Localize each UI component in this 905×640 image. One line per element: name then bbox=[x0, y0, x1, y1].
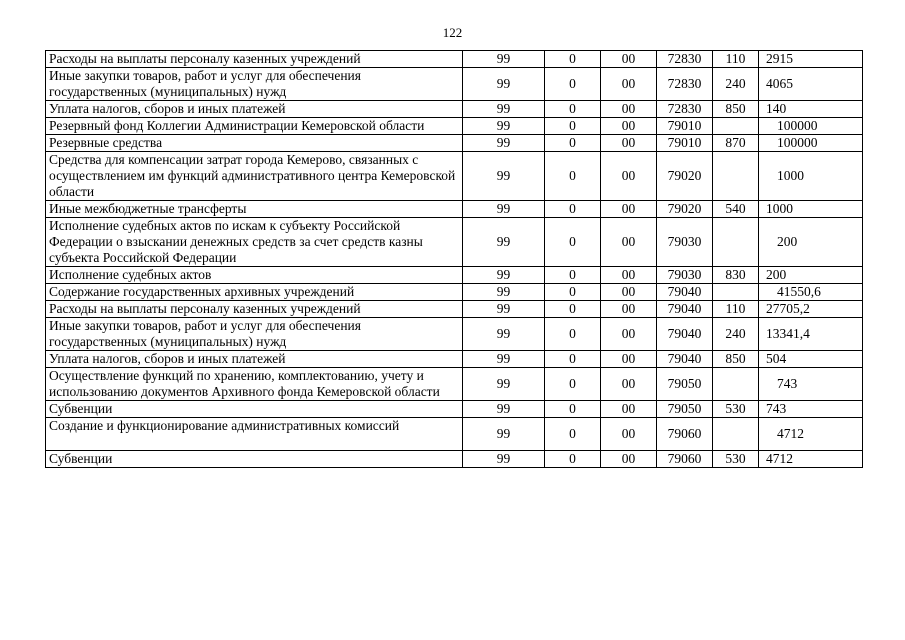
row-col-00: 00 bbox=[601, 68, 657, 101]
row-col-99: 99 bbox=[463, 451, 545, 468]
table-row bbox=[46, 284, 863, 301]
row-sum: 100000 bbox=[759, 135, 863, 152]
row-sum: 2915 bbox=[759, 51, 863, 68]
row-col-00: 00 bbox=[601, 318, 657, 351]
row-col-00: 00 bbox=[601, 451, 657, 468]
row-target-code: 79030 bbox=[657, 267, 713, 284]
row-col-99: 99 bbox=[463, 368, 545, 401]
row-sum: 200 bbox=[759, 218, 863, 267]
row-name: Иные закупки товаров, работ и услуг для обеспечения государственных (муниципальных) нужд bbox=[46, 68, 463, 101]
row-col-0: 0 bbox=[545, 218, 601, 267]
row-col-0: 0 bbox=[545, 451, 601, 468]
row-col-00: 00 bbox=[601, 118, 657, 135]
row-col-99: 99 bbox=[463, 118, 545, 135]
row-col-99: 99 bbox=[463, 51, 545, 68]
row-name: Резервный фонд Коллегии Администрации Кемеровской области bbox=[46, 118, 463, 135]
row-col-00: 00 bbox=[601, 152, 657, 201]
row-col-99: 99 bbox=[463, 101, 545, 118]
row-target-code: 79040 bbox=[657, 301, 713, 318]
row-target-code: 79040 bbox=[657, 351, 713, 368]
row-expense-type: 530 bbox=[713, 401, 759, 418]
row-col-0: 0 bbox=[545, 267, 601, 284]
row-name: Осуществление функций по хранению, комплектованию, учету и использованию документов Архивного фонда Кемеровской области bbox=[46, 368, 463, 401]
row-col-99: 99 bbox=[463, 152, 545, 201]
row-expense-type bbox=[713, 118, 759, 135]
table-row bbox=[46, 451, 863, 468]
row-col-0: 0 bbox=[545, 318, 601, 351]
row-col-99: 99 bbox=[463, 318, 545, 351]
row-col-0: 0 bbox=[545, 135, 601, 152]
row-col-99: 99 bbox=[463, 68, 545, 101]
row-col-99: 99 bbox=[463, 351, 545, 368]
row-col-99: 99 bbox=[463, 135, 545, 152]
row-expense-type: 830 bbox=[713, 267, 759, 284]
row-expense-type: 850 bbox=[713, 101, 759, 118]
table-row bbox=[46, 68, 863, 101]
row-col-00: 00 bbox=[601, 218, 657, 267]
row-target-code: 79040 bbox=[657, 284, 713, 301]
row-target-code: 79050 bbox=[657, 401, 713, 418]
row-expense-type bbox=[713, 218, 759, 267]
row-target-code: 72830 bbox=[657, 101, 713, 118]
row-expense-type: 870 bbox=[713, 135, 759, 152]
row-sum: 1000 bbox=[759, 152, 863, 201]
table-row bbox=[46, 301, 863, 318]
table-row bbox=[46, 201, 863, 218]
row-sum: 743 bbox=[759, 368, 863, 401]
row-sum: 4712 bbox=[759, 418, 863, 451]
row-col-99: 99 bbox=[463, 267, 545, 284]
row-target-code: 72830 bbox=[657, 51, 713, 68]
row-expense-type: 110 bbox=[713, 301, 759, 318]
row-col-00: 00 bbox=[601, 351, 657, 368]
row-target-code: 79020 bbox=[657, 152, 713, 201]
table-row bbox=[46, 418, 863, 451]
row-name: Резервные средства bbox=[46, 135, 463, 152]
row-col-00: 00 bbox=[601, 368, 657, 401]
row-col-99: 99 bbox=[463, 218, 545, 267]
row-name: Средства для компенсации затрат города Кемерово, связанных с осуществлением им функций административного центра Кемеровской области bbox=[46, 152, 463, 201]
row-col-0: 0 bbox=[545, 284, 601, 301]
row-expense-type bbox=[713, 418, 759, 451]
row-target-code: 79030 bbox=[657, 218, 713, 267]
row-col-0: 0 bbox=[545, 68, 601, 101]
row-target-code: 79010 bbox=[657, 135, 713, 152]
row-name: Уплата налогов, сборов и иных платежей bbox=[46, 101, 463, 118]
row-col-00: 00 bbox=[601, 51, 657, 68]
row-sum: 4065 bbox=[759, 68, 863, 101]
row-col-0: 0 bbox=[545, 301, 601, 318]
table-row bbox=[46, 101, 863, 118]
row-sum: 27705,2 bbox=[759, 301, 863, 318]
row-col-0: 0 bbox=[545, 351, 601, 368]
row-col-00: 00 bbox=[601, 135, 657, 152]
row-col-0: 0 bbox=[545, 368, 601, 401]
row-sum: 4712 bbox=[759, 451, 863, 468]
row-target-code: 79050 bbox=[657, 368, 713, 401]
row-col-99: 99 bbox=[463, 401, 545, 418]
row-target-code: 79060 bbox=[657, 451, 713, 468]
row-name: Исполнение судебных актов по искам к субъекту Российской Федерации о взыскании денежных средств за счет средств казны субъекта Российской Федерации bbox=[46, 218, 463, 267]
table-row bbox=[46, 135, 863, 152]
row-sum: 41550,6 bbox=[759, 284, 863, 301]
row-name: Субвенции bbox=[46, 451, 463, 468]
row-col-00: 00 bbox=[601, 284, 657, 301]
row-expense-type: 530 bbox=[713, 451, 759, 468]
row-col-99: 99 bbox=[463, 201, 545, 218]
row-expense-type bbox=[713, 284, 759, 301]
page-number: 122 bbox=[442, 25, 463, 40]
row-expense-type bbox=[713, 152, 759, 201]
row-col-00: 00 bbox=[601, 301, 657, 318]
table-row bbox=[46, 401, 863, 418]
row-col-00: 00 bbox=[601, 267, 657, 284]
row-col-99: 99 bbox=[463, 284, 545, 301]
row-expense-type bbox=[713, 368, 759, 401]
table-row bbox=[46, 118, 863, 135]
table-row bbox=[46, 152, 863, 201]
table-row bbox=[46, 218, 863, 267]
row-expense-type: 240 bbox=[713, 318, 759, 351]
row-target-code: 79010 bbox=[657, 118, 713, 135]
row-target-code: 79020 bbox=[657, 201, 713, 218]
table-row bbox=[46, 51, 863, 68]
row-name: Расходы на выплаты персоналу казенных учреждений bbox=[46, 51, 463, 68]
row-sum: 743 bbox=[759, 401, 863, 418]
table-row bbox=[46, 267, 863, 284]
row-col-0: 0 bbox=[545, 418, 601, 451]
row-name: Уплата налогов, сборов и иных платежей bbox=[46, 351, 463, 368]
row-col-0: 0 bbox=[545, 51, 601, 68]
row-name: Субвенции bbox=[46, 401, 463, 418]
row-name: Создание и функционирование административных комиссий bbox=[46, 418, 463, 451]
row-name: Содержание государственных архивных учреждений bbox=[46, 284, 463, 301]
table-row bbox=[46, 368, 863, 401]
row-name: Иные межбюджетные трансферты bbox=[46, 201, 463, 218]
row-expense-type: 850 bbox=[713, 351, 759, 368]
row-sum: 140 bbox=[759, 101, 863, 118]
row-sum: 1000 bbox=[759, 201, 863, 218]
row-col-99: 99 bbox=[463, 418, 545, 451]
row-col-00: 00 bbox=[601, 101, 657, 118]
row-sum: 504 bbox=[759, 351, 863, 368]
row-target-code: 79040 bbox=[657, 318, 713, 351]
row-col-0: 0 bbox=[545, 101, 601, 118]
row-col-00: 00 bbox=[601, 401, 657, 418]
row-target-code: 72830 bbox=[657, 68, 713, 101]
table-row bbox=[46, 318, 863, 351]
row-sum: 200 bbox=[759, 267, 863, 284]
row-expense-type: 540 bbox=[713, 201, 759, 218]
row-expense-type: 240 bbox=[713, 68, 759, 101]
budget-table bbox=[45, 50, 863, 468]
row-col-0: 0 bbox=[545, 401, 601, 418]
row-col-00: 00 bbox=[601, 418, 657, 451]
row-col-0: 0 bbox=[545, 152, 601, 201]
table-row bbox=[46, 351, 863, 368]
row-name: Иные закупки товаров, работ и услуг для обеспечения государственных (муниципальных) нужд bbox=[46, 318, 463, 351]
row-sum: 13341,4 bbox=[759, 318, 863, 351]
row-col-99: 99 bbox=[463, 301, 545, 318]
row-name: Расходы на выплаты персоналу казенных учреждений bbox=[46, 301, 463, 318]
row-col-0: 0 bbox=[545, 118, 601, 135]
row-target-code: 79060 bbox=[657, 418, 713, 451]
row-col-0: 0 bbox=[545, 201, 601, 218]
row-col-00: 00 bbox=[601, 201, 657, 218]
row-sum: 100000 bbox=[759, 118, 863, 135]
row-name: Исполнение судебных актов bbox=[46, 267, 463, 284]
row-expense-type: 110 bbox=[713, 51, 759, 68]
